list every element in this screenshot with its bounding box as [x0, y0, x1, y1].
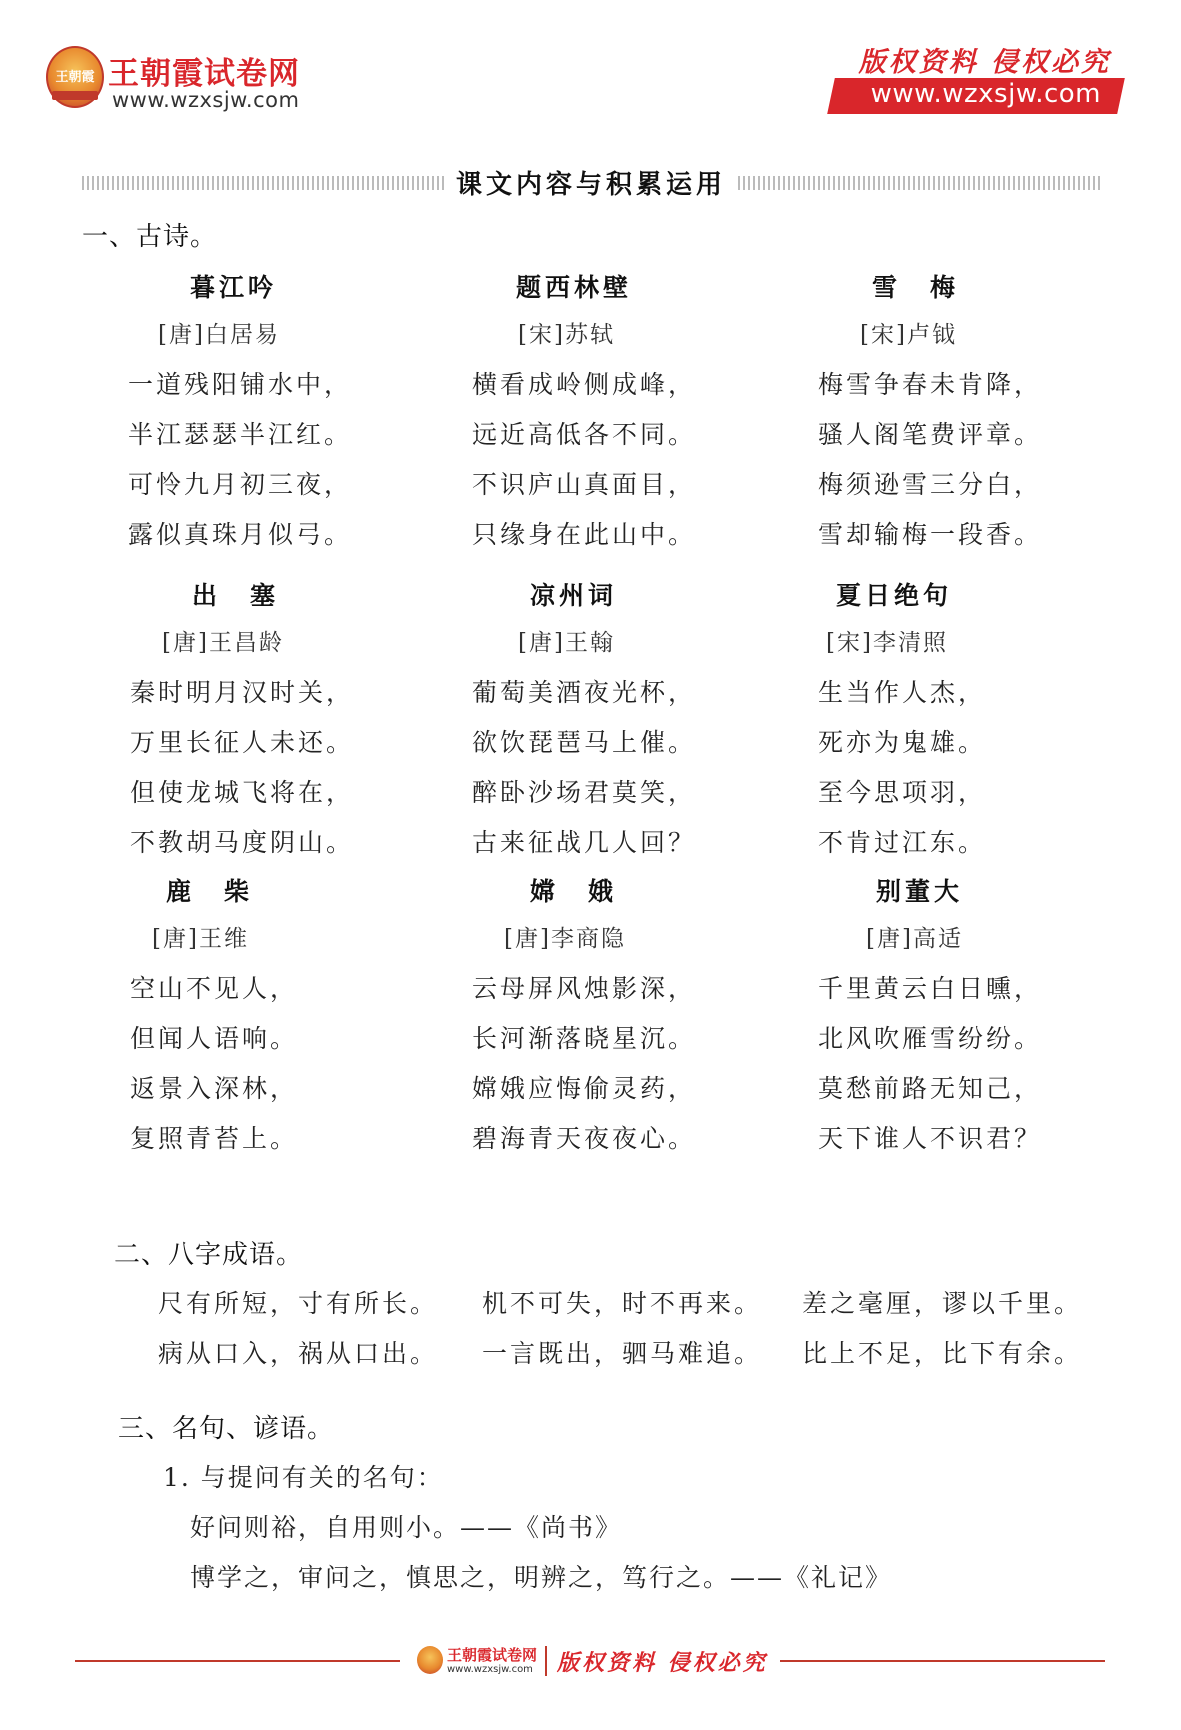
idiom: 尺有所短，寸有所长。: [158, 1289, 439, 1318]
site-logo[interactable]: [46, 46, 316, 116]
poem-line: 莫愁前路无知己，: [818, 1074, 1043, 1103]
poem-line: 欲饮琵琶马上催。: [472, 728, 697, 757]
poem-line: 生当作人杰，: [818, 678, 987, 707]
poem-line: 葡萄美酒夜光杯，: [472, 678, 697, 707]
poem-line: 千里黄云白日曛，: [818, 974, 1043, 1003]
page-footer: [75, 1640, 1105, 1684]
idiom: 一言既出，驷马难追。: [482, 1339, 763, 1368]
part1-heading: 一、古诗。: [82, 222, 218, 252]
poem-line: 半江瑟瑟半江红。: [128, 420, 353, 449]
poem-author: [唐]白居易: [158, 322, 280, 348]
section-title: 课文内容与积累运用: [455, 170, 726, 200]
poem-line: 骚人阁笔费评章。: [818, 420, 1043, 449]
poem-line: 不肯过江东。: [818, 828, 987, 857]
poem-line: 死亦为鬼雄。: [818, 728, 987, 757]
poem-line: 云母屏风烛影深，: [472, 974, 697, 1003]
poem-title: 凉州词: [530, 581, 618, 610]
poem-line: 空山不见人，: [130, 974, 299, 1003]
poem-title: 嫦 娥: [530, 877, 618, 906]
poem-title: 题西林壁: [516, 273, 633, 302]
poem-author: [唐]王维: [152, 926, 249, 952]
part3-heading: 三、名句、谚语。: [118, 1414, 335, 1444]
poem-line: 北风吹雁雪纷纷。: [818, 1024, 1043, 1053]
poem-line: 古来征战几人回？: [472, 828, 697, 857]
logo-badge-icon: [46, 46, 104, 108]
poem-line: 复照青苔上。: [130, 1124, 299, 1153]
poem-line: 至今思项羽，: [818, 778, 987, 807]
footer-logo-icon: [417, 1646, 443, 1674]
footer-separator: [545, 1646, 547, 1676]
copyright-text: 版权资料 侵权必究: [858, 47, 1111, 78]
poem-line: 梅须逊雪三分白，: [818, 470, 1043, 499]
poem-line: 不识庐山真面目，: [472, 470, 697, 499]
quote: 博学之，审问之，慎思之，明辨之，笃行之。——《礼记》: [190, 1563, 893, 1592]
poem-line: 横看成岭侧成峰，: [472, 370, 697, 399]
poem-line: 长河渐落晓星沉。: [472, 1024, 697, 1053]
poem-author: [宋]苏轼: [518, 322, 615, 348]
poem-title: 出 塞: [192, 581, 280, 610]
dotted-divider-right: [738, 176, 1100, 190]
poem-title: 夏日绝句: [836, 581, 953, 610]
quote-subheading: 1. 与提问有关的名句：: [163, 1463, 444, 1492]
idiom: 机不可失，时不再来。: [482, 1289, 763, 1318]
banner-url[interactable]: www.wzxsjw.com: [870, 79, 1101, 109]
poem-line: 雪却输梅一段香。: [818, 520, 1043, 549]
footer-line-right: [780, 1660, 1105, 1662]
footer-site-url[interactable]: www.wzxsjw.com: [447, 1664, 533, 1675]
section-title-row: [82, 164, 1100, 204]
poem-line: 梅雪争春未肯降，: [818, 370, 1043, 399]
poem-line: 远近高低各不同。: [472, 420, 697, 449]
poem-line: 不教胡马度阴山。: [130, 828, 355, 857]
poem-line: 碧海青天夜夜心。: [472, 1124, 697, 1153]
poem-author: [唐]李商隐: [504, 926, 626, 952]
logo-badge-text: 王朝霞: [55, 70, 95, 85]
part2-heading: 二、八字成语。: [114, 1240, 304, 1270]
header-copyright-block: [821, 38, 1121, 118]
footer-site-name: 王朝霞试卷网: [447, 1646, 538, 1664]
idiom: 差之毫厘，谬以千里。: [802, 1289, 1083, 1318]
footer-copyright: 版权资料 侵权必究: [557, 1650, 768, 1676]
poem-author: [宋]李清照: [826, 630, 948, 656]
poem-line: 天下谁人不识君？: [818, 1124, 1043, 1153]
poem-line: 返景入深林，: [130, 1074, 299, 1103]
poem-line: 嫦娥应悔偷灵药，: [472, 1074, 697, 1103]
poem-line: 秦时明月汉时关，: [130, 678, 355, 707]
poem-line: 醉卧沙场君莫笑，: [472, 778, 697, 807]
poem-author: [宋]卢钺: [860, 322, 957, 348]
poem-line: 只缘身在此山中。: [472, 520, 697, 549]
idiom: 比上不足，比下有余。: [802, 1339, 1083, 1368]
poem-line: 可怜九月初三夜，: [128, 470, 353, 499]
poem-author: [唐]高适: [866, 926, 963, 952]
poem-line: 但闻人语响。: [130, 1024, 299, 1053]
poem-author: [唐]王昌龄: [162, 630, 284, 656]
poem-line: 露似真珠月似弓。: [128, 520, 353, 549]
footer-line-left: [75, 1660, 400, 1662]
logo-ribbon: [52, 91, 98, 100]
quote: 好问则裕，自用则小。——《尚书》: [190, 1513, 623, 1542]
idiom: 病从口入，祸从口出。: [158, 1339, 439, 1368]
poem-title: 鹿 柴: [166, 877, 254, 906]
site-url[interactable]: www.wzxsjw.com: [112, 88, 300, 112]
poem-author: [唐]王翰: [518, 630, 615, 656]
poem-line: 但使龙城飞将在，: [130, 778, 355, 807]
site-name: 王朝霞试卷网: [108, 56, 300, 92]
poem-line: 万里长征人未还。: [130, 728, 355, 757]
poem-title: 暮江吟: [190, 273, 278, 302]
poem-title: 雪 梅: [872, 273, 960, 302]
poem-title: 别董大: [876, 877, 964, 906]
poem-line: 一道残阳铺水中，: [128, 370, 353, 399]
